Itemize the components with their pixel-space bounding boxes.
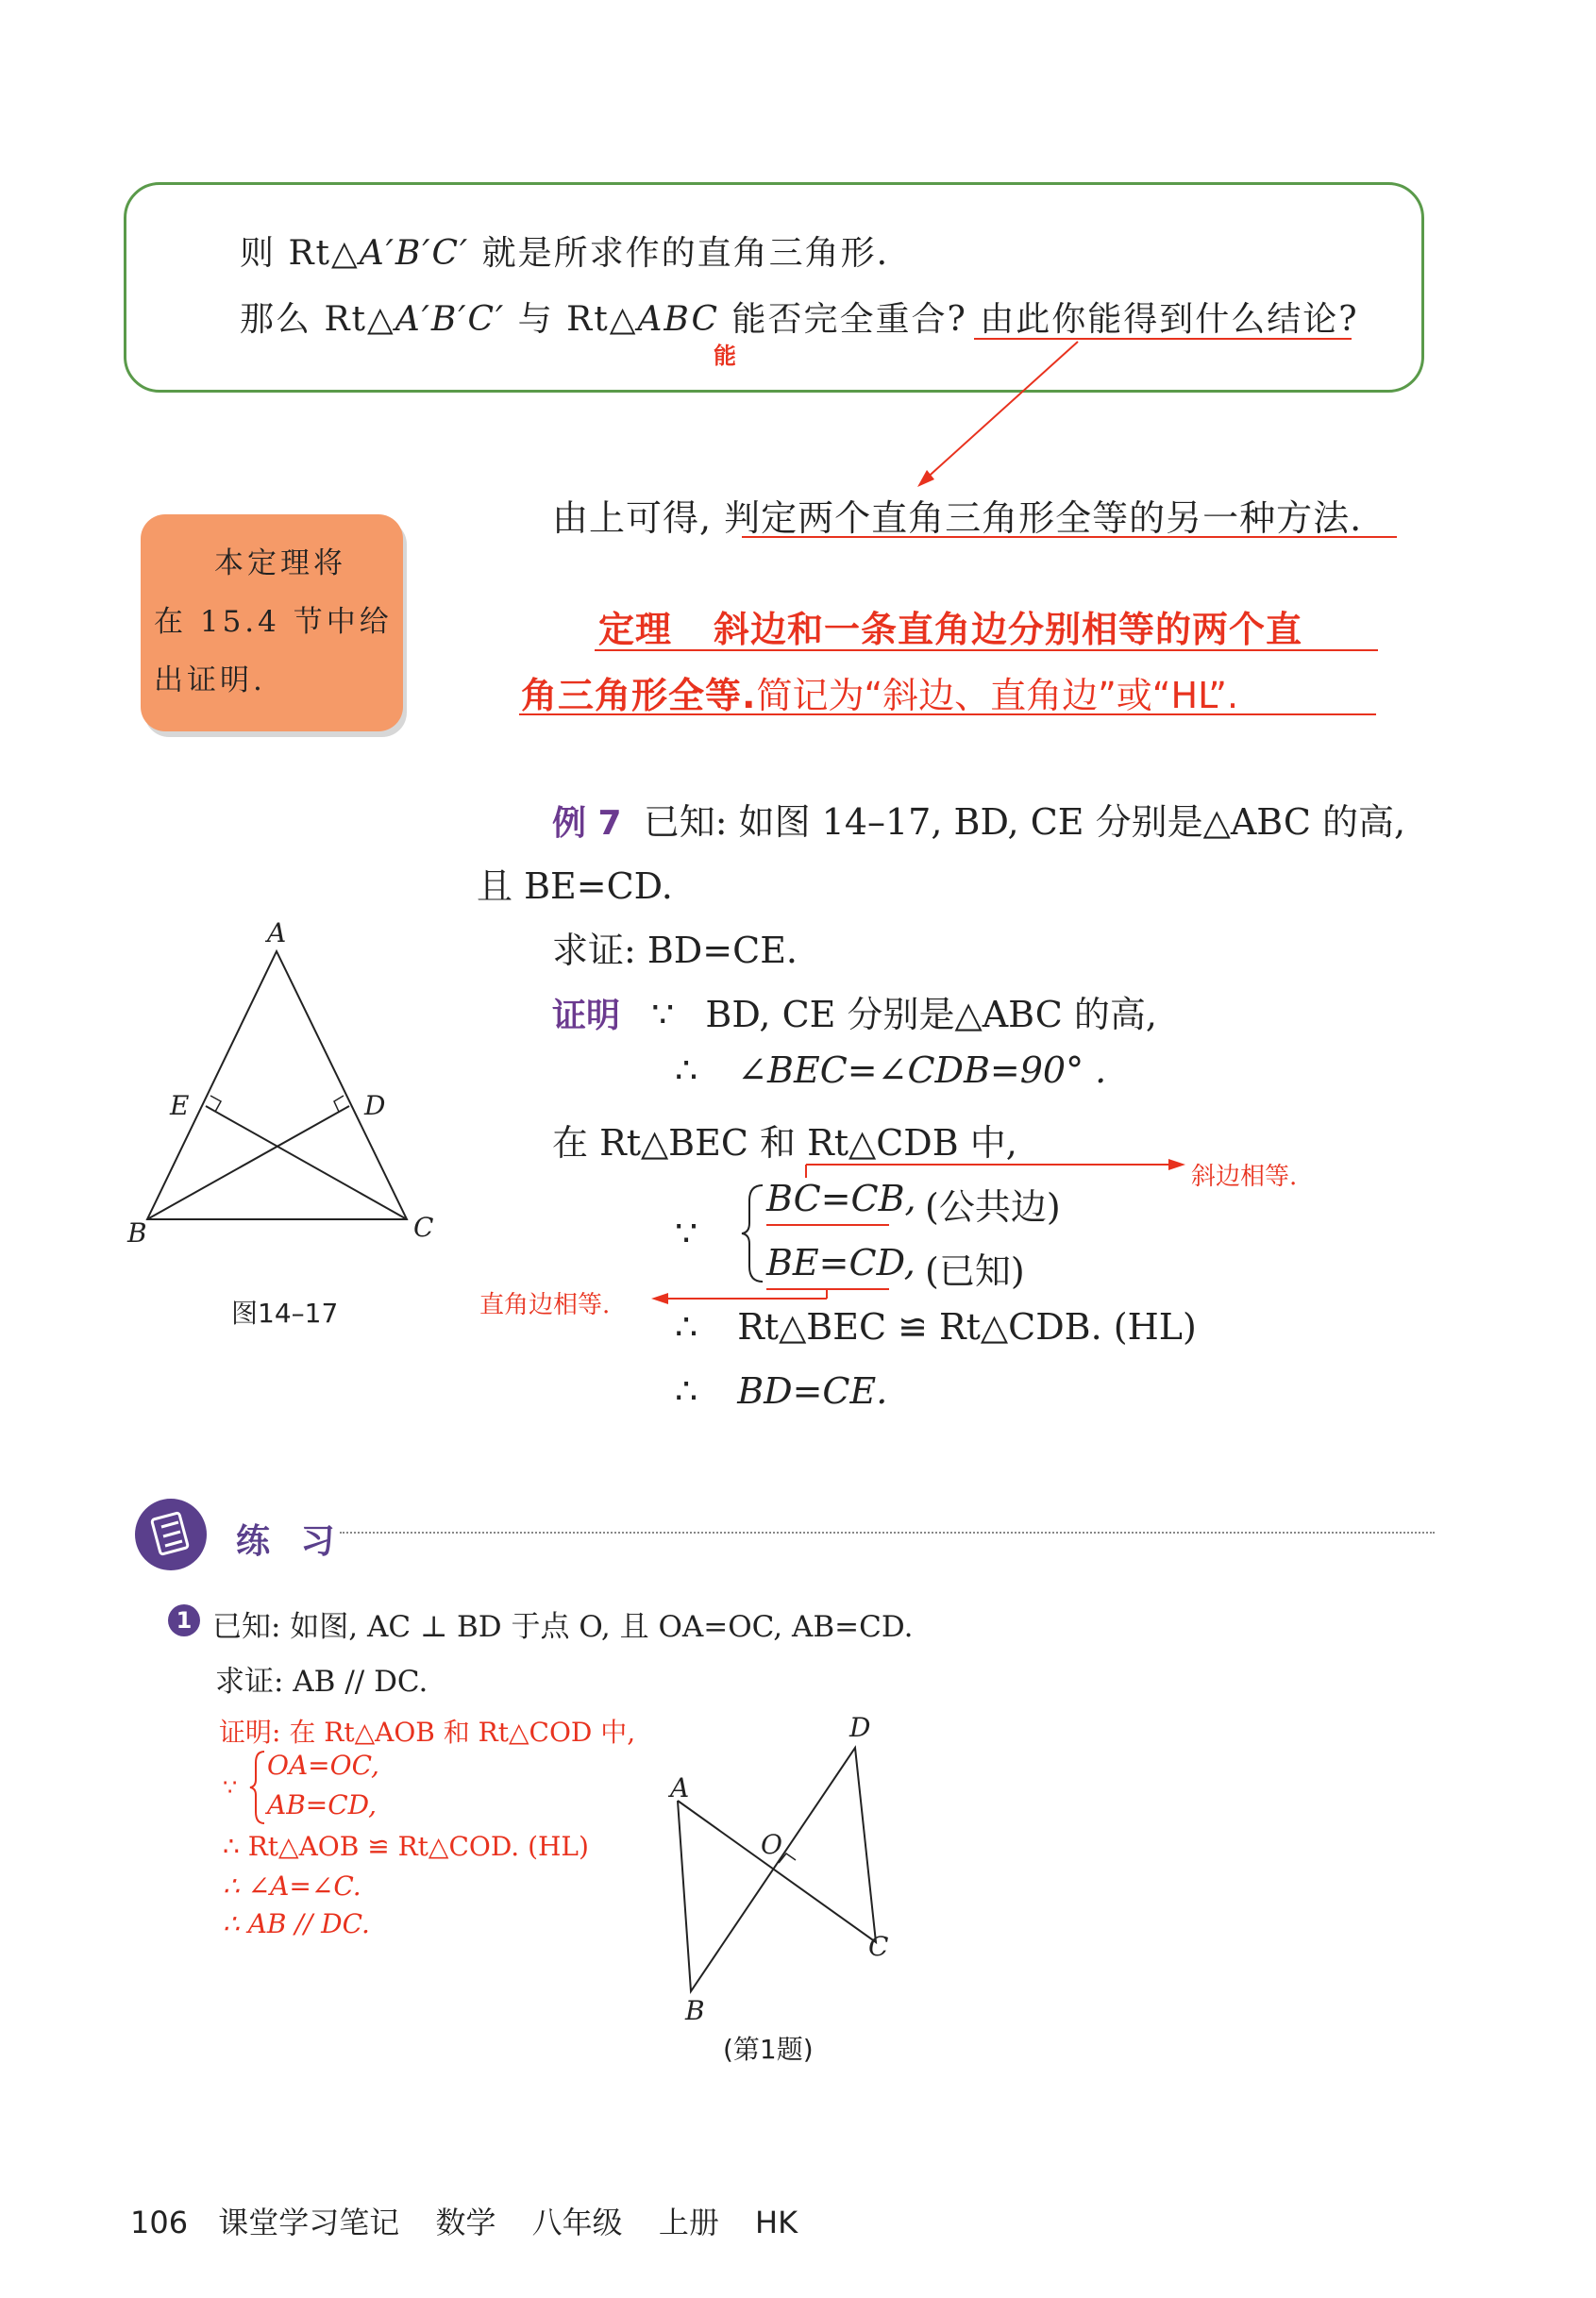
page-number: 106 (130, 2205, 189, 2240)
fig2-label-C: C (868, 1931, 889, 1962)
fig2-label-A: A (670, 1772, 690, 1803)
theorem-line-2: 角三角形全等.简记为“斜边、直角边”或“HL”. (521, 675, 1239, 716)
fig1-label-C: C (413, 1212, 434, 1243)
condition-2: BE=CD, (766, 1242, 916, 1283)
hand-proof-because: ∵ (223, 1774, 238, 1801)
box-line-1: 则 Rt△A′B′C′ 就是所求作的直角三角形. (240, 234, 890, 273)
condition-2-reason: (已知) (925, 1250, 1025, 1292)
theorem-underline-2 (519, 713, 1376, 715)
question-1-given: 已知: 如图, AC ⊥ BD 于点 O, 且 OA=OC, AB=CD. (212, 1610, 914, 1644)
question-1-caption: (第1题) (723, 2034, 814, 2065)
example-line-2: 且 BE=CD. (477, 865, 673, 907)
note-hypotenuse: 斜边相等. (1191, 1163, 1298, 1191)
proof-step-1: 证明 ∵ BD, CE 分别是△ABC 的高, (552, 994, 1158, 1035)
conclusion-text: 由上可得, 判定两个直角三角形全等的另一种方法. (552, 497, 1363, 539)
question-1-prove: 求证: AB // DC. (215, 1665, 428, 1699)
annotation-arrow (906, 330, 1095, 500)
hand-proof-1: 证明: 在 Rt△AOB 和 Rt△COD 中, (219, 1717, 636, 1748)
fig1-label-D: D (364, 1090, 386, 1121)
fig1-label-A: A (267, 917, 287, 948)
side-note: 本定理将 在 15.4 节中给 出证明. (141, 514, 403, 731)
box-question: 由此你能得到什么结论? (980, 300, 1359, 339)
condition-1: BC=CB, (766, 1178, 916, 1219)
proof-step-3: 在 Rt△BEC 和 Rt△CDB 中, (552, 1122, 1017, 1164)
inquiry-box (124, 182, 1424, 393)
brace-because: ∵ (675, 1213, 698, 1254)
fig1-label-B: B (127, 1217, 147, 1249)
annotation-neng: 能 (714, 343, 736, 369)
condition-1-reason: (公共边) (925, 1186, 1061, 1228)
hand-proof-5: ∴ AB // DC. (223, 1908, 370, 1939)
theorem-line-1: 定理 斜边和一条直角边分别相等的两个直 (598, 609, 1303, 650)
practice-title: 练 习 (236, 1522, 344, 1561)
proof-step-4: ∴ Rt△BEC ≌ Rt△CDB. (HL) (675, 1306, 1197, 1348)
note-leg: 直角边相等. (479, 1291, 611, 1319)
proof-step-5: ∴ BD=CE. (675, 1370, 888, 1412)
practice-divider (340, 1532, 1435, 1534)
hand-proof-4: ∴ ∠A=∠C. (223, 1870, 361, 1902)
brace-annotation-arrows (651, 1157, 1199, 1308)
fig2-label-O: O (761, 1829, 782, 1860)
hand-brace-icon (247, 1750, 266, 1825)
page-footer: 106 课堂学习笔记 数学 八年级 上册 HK (130, 2205, 798, 2240)
conclusion-underline (742, 536, 1397, 538)
figure-14-17 (123, 906, 462, 1246)
fig2-label-D: D (849, 1712, 871, 1743)
hand-proof-cond-1: OA=OC, (267, 1750, 379, 1781)
hand-proof-cond-2: AB=CD, (267, 1789, 378, 1820)
hand-proof-3: ∴ Rt△AOB ≌ Rt△COD. (HL) (223, 1831, 589, 1862)
fig2-label-B: B (685, 1995, 705, 2026)
example-line-1: 例 7 已知: 如图 14–17, BD, CE 分别是△ABC 的高, (552, 801, 1406, 843)
practice-icon (135, 1499, 207, 1570)
fig1-label-E: E (170, 1090, 190, 1121)
box-line-2: 那么 Rt△A′B′C′ 与 Rt△ABC 能否完全重合? 由此你能得到什么结论? (240, 300, 1359, 339)
question-number-badge: 1 (168, 1604, 200, 1636)
example-prove: 求证: BD=CE. (552, 930, 798, 971)
proof-step-2: ∴ ∠BEC=∠CDB=90° . (675, 1049, 1107, 1091)
figure-caption: 图14–17 (231, 1298, 339, 1329)
theorem-underline-1 (595, 649, 1378, 651)
